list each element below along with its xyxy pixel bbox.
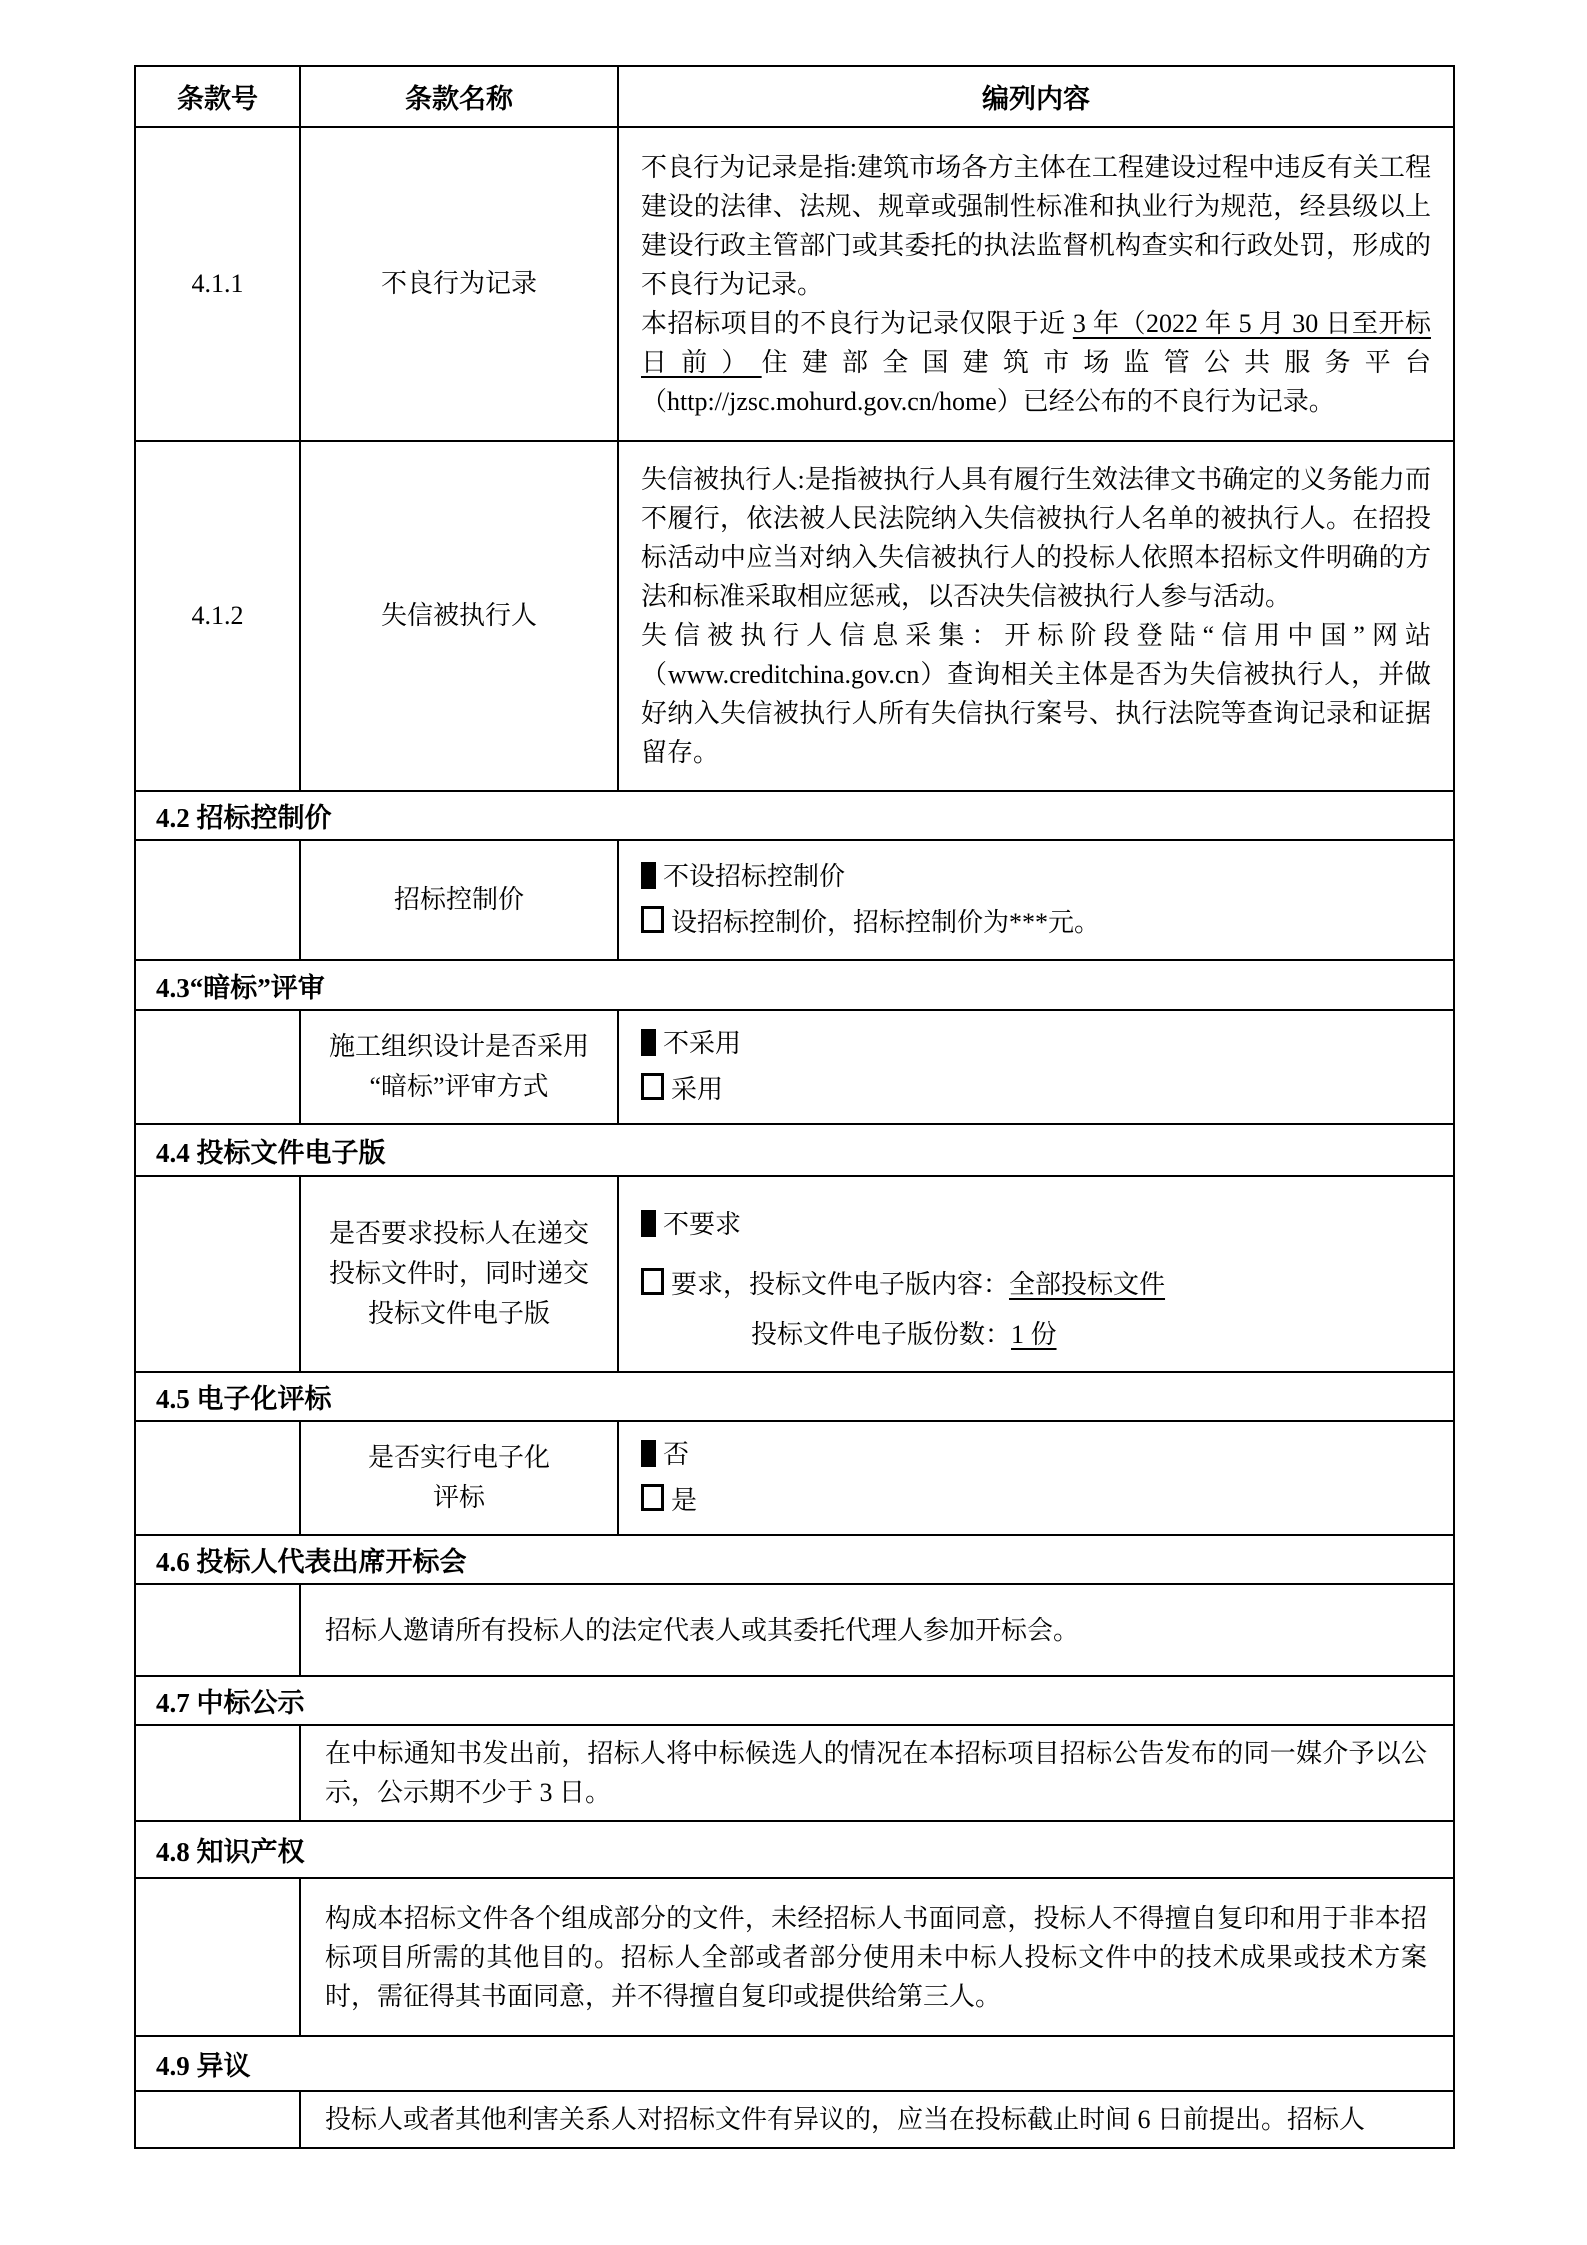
clause-name-cell <box>300 1010 618 1124</box>
section-title: 4.9 异议 <box>135 2036 1454 2091</box>
section-row <box>135 1535 1454 1584</box>
text-segment: 否 <box>663 1440 690 1469</box>
underlined-text: 3 年（2022 年 5 月 30 日至开标日前） <box>641 308 1431 377</box>
clause-no-cell <box>135 1725 300 1821</box>
text-segment: 是 <box>671 1486 698 1515</box>
checkbox-unchecked-icon <box>641 1268 664 1295</box>
clause-name-line: 是否要求投标人在递交 <box>328 1219 589 1248</box>
table-row <box>135 441 1454 791</box>
clause-no-cell: 4.1.1 <box>135 127 300 441</box>
paragraph <box>641 616 1431 772</box>
text-segment: 在中标通知书发出前，招标人将中标候选人的情况在本招标项目招标公告发布的同一媒介予以公示，公示期不少于 3 日。 <box>325 1739 1427 1807</box>
text-segment: 不良行为记录是指:建筑市场各方主体在工程建设过程中违反有关工程建设的法律、法规、规章或强制性标准和执业行为规范，经县级以上建设行政主管部门或其委托的执法监督机构查实和行政处罚，形成的不良行为记录。 <box>641 152 1431 299</box>
clause-no-cell: 4.1.2 <box>135 441 300 791</box>
clause-name-line: 施工组织设计是否采用 <box>328 1032 589 1061</box>
paragraph <box>641 1195 1431 1255</box>
paragraph <box>641 304 1431 421</box>
clause-name-line: 投标文件时，同时递交 <box>328 1259 589 1288</box>
clause-name-line: 是否实行电子化 <box>367 1443 550 1472</box>
clause-name-line: “暗标”评审方式 <box>369 1072 549 1101</box>
clause-name-line: 投标文件电子版 <box>367 1299 550 1328</box>
table-row <box>135 1176 1454 1372</box>
text-segment: 设招标控制价，招标控制价为***元。 <box>671 908 1101 937</box>
paragraph <box>325 2100 1427 2139</box>
text-segment: 住建部全国建筑市场监管公共服务平台（http://jzsc.mohurd.gov.cn/home）已经公布的不良行为记录。 <box>641 347 1431 416</box>
clause-no-cell <box>135 1010 300 1124</box>
section-title: 4.5 电子化评标 <box>135 1372 1454 1421</box>
note-cell <box>300 1878 1454 2036</box>
checkbox-checked-icon <box>641 862 656 889</box>
text-segment: 构成本招标文件各个组成部分的文件，未经招标人书面同意，投标人不得擅自复印和用于非本招标项目所需的其他目的。招标人全部或者部分使用未中标人投标文件中的技术成果或技术方案时，需征得其书面同意，并不得擅自复印或提供给第三人。 <box>325 1903 1427 2011</box>
clause-name-cell <box>300 1421 618 1535</box>
note-cell <box>300 1725 1454 1821</box>
paragraph <box>641 1255 1431 1315</box>
text-segment: 本招标项目的不良行为记录仅限于近 <box>641 308 1073 338</box>
text-segment: 失信被执行人:是指被执行人具有履行生效法律文书确定的义务能力而不履行，依法被人民法院纳入失信被执行人名单的被执行人。在招投标活动中应当对纳入失信被执行人的投标人依照本招标文件明确的方法和标准采取相应惩戒，以否决失信被执行人参与活动。 <box>641 465 1431 611</box>
note-cell <box>300 2091 1454 2148</box>
table-row <box>135 1010 1454 1124</box>
section-title: 4.2 招标控制价 <box>135 791 1454 840</box>
clause-content-cell <box>618 127 1454 441</box>
text-segment: 投标人或者其他利害关系人对招标文件有异议的，应当在投标截止时间 6 日前提出。招标人 <box>325 2105 1366 2134</box>
section-row <box>135 1124 1454 1176</box>
clause-name-line: 失信被执行人 <box>380 601 537 630</box>
paragraph <box>641 1432 1431 1478</box>
text-segment: 不采用 <box>663 1029 742 1058</box>
clause-content-cell <box>618 840 1454 960</box>
section-row <box>135 2036 1454 2091</box>
paragraph <box>641 1021 1431 1067</box>
clause-name-cell <box>300 1176 618 1372</box>
text-segment: 不要求 <box>663 1209 742 1239</box>
table-row <box>135 1421 1454 1535</box>
clause-name-cell <box>300 441 618 791</box>
text-segment: 投标文件电子版份数： <box>751 1319 1012 1349</box>
section-title: 4.8 知识产权 <box>135 1821 1454 1878</box>
table-row <box>135 1725 1454 1821</box>
text-segment: 不设招标控制价 <box>663 862 846 891</box>
clause-no-cell <box>135 1878 300 2036</box>
paragraph <box>325 1611 1427 1650</box>
paragraph <box>641 1067 1431 1113</box>
clause-name-line: 招标控制价 <box>393 885 524 914</box>
clause-name-line: 评标 <box>432 1483 485 1512</box>
text-segment: 失信被执行人信息采集：开标阶段登陆“信用中国”网站（www.creditchina.gov.cn）查询相关主体是否为失信被执行人，并做好纳入失信被执行人所有失信执行案号、执行法院等查询记录和证据留存。 <box>641 621 1431 767</box>
clause-no-cell <box>135 840 300 960</box>
section-title: 4.4 投标文件电子版 <box>135 1124 1454 1176</box>
table-row <box>135 1584 1454 1676</box>
paragraph <box>641 1478 1431 1524</box>
header-row <box>135 66 1454 127</box>
clause-name-cell <box>300 127 618 441</box>
checkbox-unchecked-icon <box>641 1073 664 1100</box>
section-row <box>135 1372 1454 1421</box>
section-row <box>135 1821 1454 1878</box>
column-header: 条款名称 <box>300 66 618 127</box>
text-segment: 招标人邀请所有投标人的法定代表人或其委托代理人参加开标会。 <box>325 1615 1080 1645</box>
checkbox-unchecked-icon <box>641 1484 664 1511</box>
column-header: 编列内容 <box>618 66 1454 127</box>
checkbox-checked-icon <box>641 1440 656 1467</box>
clause-content-cell <box>618 441 1454 791</box>
paragraph <box>641 148 1431 304</box>
underlined-text: 全部投标文件 <box>1009 1269 1166 1299</box>
column-header: 条款号 <box>135 66 300 127</box>
clause-no-cell <box>135 1176 300 1372</box>
checkbox-checked-icon <box>641 1210 656 1237</box>
section-row <box>135 960 1454 1010</box>
section-title: 4.3“暗标”评审 <box>135 960 1454 1010</box>
paragraph <box>325 1899 1427 2016</box>
clause-table <box>134 65 1455 2149</box>
clause-name-cell <box>300 840 618 960</box>
paragraph <box>325 1734 1427 1812</box>
checkbox-unchecked-icon <box>641 906 664 933</box>
clause-no-cell <box>135 2091 300 2148</box>
text-segment: 要求，投标文件电子版内容： <box>671 1269 1010 1299</box>
clause-no-cell <box>135 1584 300 1676</box>
table-row <box>135 127 1454 441</box>
note-cell <box>300 1584 1454 1676</box>
section-row <box>135 1676 1454 1725</box>
checkbox-checked-icon <box>641 1029 656 1056</box>
clause-content-cell <box>618 1176 1454 1372</box>
paragraph <box>641 900 1431 946</box>
clause-content-cell <box>618 1421 1454 1535</box>
section-title: 4.7 中标公示 <box>135 1676 1454 1725</box>
clause-name-line: 不良行为记录 <box>380 269 537 298</box>
paragraph <box>641 460 1431 616</box>
table-row <box>135 840 1454 960</box>
text-segment: 采用 <box>671 1075 724 1104</box>
clause-content-cell <box>618 1010 1454 1124</box>
paragraph <box>641 1315 1431 1354</box>
paragraph <box>641 854 1431 900</box>
section-title: 4.6 投标人代表出席开标会 <box>135 1535 1454 1584</box>
underlined-text: 1 份 <box>1011 1319 1057 1349</box>
table-row <box>135 2091 1454 2148</box>
table-row <box>135 1878 1454 2036</box>
clause-no-cell <box>135 1421 300 1535</box>
section-row <box>135 791 1454 840</box>
